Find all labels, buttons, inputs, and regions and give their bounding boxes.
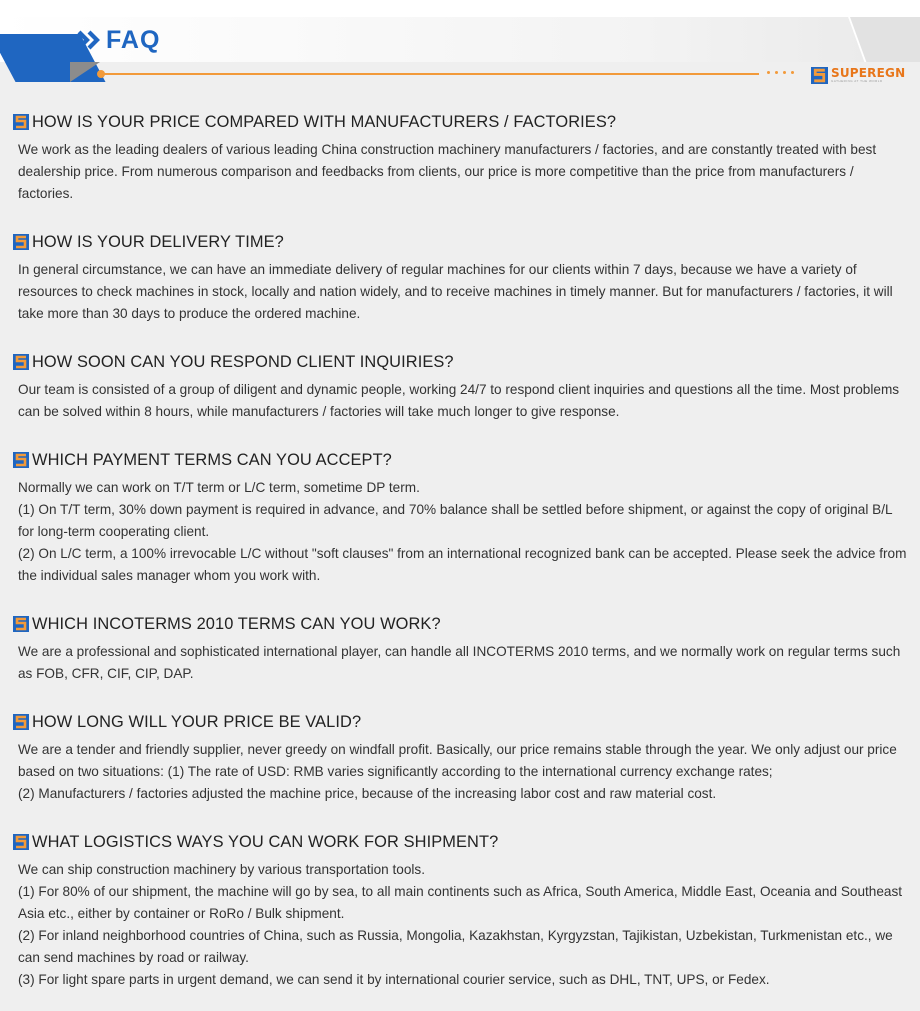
superegn-logo-icon xyxy=(13,354,29,370)
faq-question-text: HOW IS YOUR DELIVERY TIME? xyxy=(32,232,284,251)
header-divider-dots xyxy=(767,71,794,74)
faq-answer-paragraph: (2) Manufacturers / factories adjusted the machine price, because of the increasing labor cost and raw material cost. xyxy=(18,786,717,801)
faq-answer-paragraph: In general circumstance, we can have an immediate delivery of regular machines for our clients within 7 days, because we have a variety of resources to check machines in stock, locally and nation widely, and to receive machines in timely manner. But for manufacturers / factories, it will take more than 30 days to produce the ordered machine. xyxy=(18,262,893,321)
faq-question xyxy=(13,831,908,853)
faq-question-text: HOW IS YOUR PRICE COMPARED WITH MANUFACTURERS / FACTORIES? xyxy=(32,112,617,131)
faq-question-text: WHICH INCOTERMS 2010 TERMS CAN YOU WORK? xyxy=(32,614,441,633)
faq-answer-paragraph: We are a tender and friendly supplier, never greedy on windfall profit. Basically, our price remains stable through the year. We only adjust our price based on two situations: (1) The rate of USD: RMB varies significantly according to the international currency exchange rates; xyxy=(18,742,897,779)
faq-answer-paragraph: (2) On L/C term, a 100% irrevocable L/C without "soft clauses" from an international recognized bank can be accepted. Please seek the advice from the individual sales manager whom you work with. xyxy=(18,546,907,583)
faq-answer xyxy=(18,859,908,991)
superegn-logo-icon xyxy=(13,714,29,730)
logo-wordmark: SUPEREGN xyxy=(831,66,906,80)
superegn-logo-icon xyxy=(811,67,828,84)
superegn-logo-icon xyxy=(13,452,29,468)
faq-answer-paragraph: We work as the leading dealers of various leading China construction machinery manufacturers / factories, and are constantly treated with best dealership price. From numerous comparison and feedbacks from clients, our price is more competitive than the price from manufacturers / factories. xyxy=(18,142,877,201)
faq-answer xyxy=(18,259,908,325)
banner-top-strip xyxy=(0,0,920,17)
faq-question xyxy=(13,449,908,471)
faq-question-text: WHICH PAYMENT TERMS CAN YOU ACCEPT? xyxy=(32,450,392,469)
faq-answer-paragraph: (2) For inland neighborhood countries of China, such as Russia, Mongolia, Kazakhstan, Kyrgyzstan, Tajikistan, Uzbekistan, Turkmenistan etc., we can send machines by road or railway. xyxy=(18,928,893,965)
faq-question xyxy=(13,613,908,635)
logo-tagline: GATHERING AT THE WORLD xyxy=(831,79,883,83)
superegn-logo-icon xyxy=(13,834,29,850)
faq-answer xyxy=(18,379,908,423)
faq-list xyxy=(13,111,908,991)
faq-question-text: HOW LONG WILL YOUR PRICE BE VALID? xyxy=(32,712,362,731)
faq-item xyxy=(13,351,908,423)
faq-answer-paragraph: (1) For 80% of our shipment, the machine will go by sea, to all main continents such as Africa, South America, Middle East, Oceania and Southeast Asia etc., either by container or RoRo / Bulk shipment. xyxy=(18,884,903,921)
faq-answer-paragraph: Our team is consisted of a group of diligent and dynamic people, working 24/7 to respond client inquiries and questions all the time. Most problems can be solved within 8 hours, while manufacturers / factories will take much longer to give response. xyxy=(18,382,900,419)
faq-answer xyxy=(18,139,908,205)
double-chevron-right-icon xyxy=(76,29,102,51)
faq-answer xyxy=(18,477,908,587)
faq-question-text: WHAT LOGISTICS WAYS YOU CAN WORK FOR SHIPMENT? xyxy=(32,832,499,851)
faq-answer-paragraph: (3) For light spare parts in urgent demand, we can send it by international courier service, such as DHL, TNT, UPS, or Fedex. xyxy=(18,972,770,987)
faq-question xyxy=(13,231,908,253)
faq-item xyxy=(13,449,908,587)
faq-answer-paragraph: (1) On T/T term, 30% down payment is required in advance, and 70% balance shall be settled before shipment, or against the copy of original B/L for long-term cooperating client. xyxy=(18,502,893,539)
faq-answer xyxy=(18,641,908,685)
superegn-logo-icon xyxy=(13,114,29,130)
superegn-logo-icon xyxy=(13,234,29,250)
faq-answer-paragraph: Normally we can work on T/T term or L/C term, sometime DP term. xyxy=(18,480,420,495)
page-title xyxy=(76,25,160,55)
faq-question xyxy=(13,711,908,733)
page-title-text: FAQ xyxy=(106,25,161,54)
faq-banner xyxy=(0,0,920,92)
faq-item xyxy=(13,231,908,325)
header-divider-line xyxy=(101,73,759,75)
faq-question xyxy=(13,111,908,133)
faq-answer-paragraph: We are a professional and sophisticated international player, can handle all INCOTERMS 2010 terms, and we normally work on regular terms such as FOB, CFR, CIF, CIP, DAP. xyxy=(18,644,901,681)
brand-logo xyxy=(811,64,905,86)
superegn-logo-icon xyxy=(13,616,29,632)
faq-item xyxy=(13,613,908,685)
faq-item xyxy=(13,711,908,805)
faq-answer xyxy=(18,739,908,805)
faq-item xyxy=(13,111,908,205)
faq-item xyxy=(13,831,908,991)
faq-question-text: HOW SOON CAN YOU RESPOND CLIENT INQUIRIES? xyxy=(32,352,454,371)
faq-question xyxy=(13,351,908,373)
faq-answer-paragraph: We can ship construction machinery by various transportation tools. xyxy=(18,862,426,877)
